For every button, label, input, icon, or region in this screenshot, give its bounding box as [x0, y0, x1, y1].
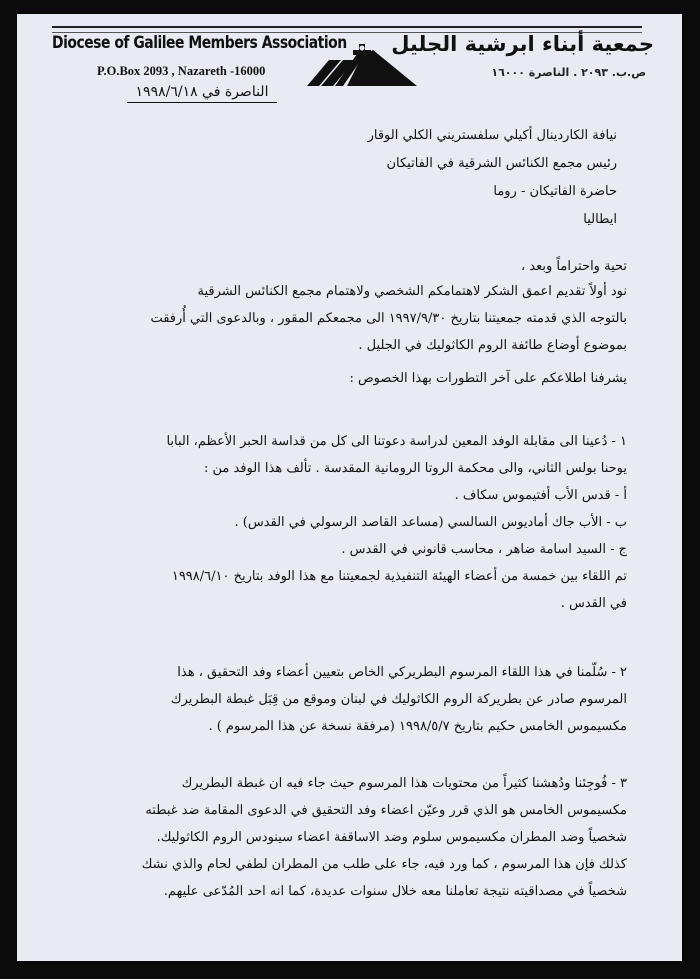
english-address: P.O.Box 2093 , Nazareth -16000 — [97, 64, 266, 78]
arabic-address: ص.ب. ٢٠٩٣ . الناصرة ١٦٠٠٠ — [491, 66, 646, 79]
meeting-line: في القدس . — [560, 596, 627, 611]
letter-date: الناصرة في ١٩٩٨/٦/١٨ — [127, 84, 277, 103]
delegation-member: ب - الأب جاك أماديوس السالسي (مساعد القاصد الرسولي في القدس) . — [234, 515, 627, 530]
section-1 — [52, 428, 627, 617]
intro-paragraph — [52, 278, 627, 359]
section-1-line: ١ - دُعينا الى مقابلة الوفد المعين لدراسة دعوتنا الى كل من قداسة الحبر الأعظم، البابا — [166, 434, 627, 449]
section-3 — [52, 770, 627, 905]
greeting: تحية واحتراماً وبعد ، — [520, 259, 627, 274]
meeting-line: تم اللقاء بين خمسة من أعضاء الهيئة التنفيذية لجمعيتنا مع هذا الوفد بتاريخ ١٩٩٨/٦/١٠ — [171, 569, 627, 584]
section-3-line: مكسيموس الخامس هو الذي قرر وعيّن اعضاء وفد التحقيق في الدعوى المقامة ضد غبطته — [145, 803, 627, 818]
section-2-line: مكسيموس الخامس حكيم بتاريخ ١٩٩٨/٥/٧ (مرفقة نسخة عن هذا المرسوم ) . — [208, 719, 627, 734]
intro-line: نود أولاً تقديم اعمق الشكر لاهتمامكم الشخصي ولاهتمام مجمع الكنائس الشرقية — [197, 284, 627, 299]
section-3-line: كذلك فإن هذا المرسوم ، كما ورد فيه، جاء على طلب من المطران لطفي لحام والذي نشك — [141, 857, 627, 872]
section-2-line: المرسوم صادر عن بطريركة الروم الكاثوليك في لبنان وموقع من قِبَل غبطة البطريرك — [170, 692, 627, 707]
letter-page — [17, 14, 682, 961]
recipient-line-1: نيافة الكاردينال أكيلي سلفستريني الكلي الوقار — [367, 128, 617, 143]
section-3-line: شخصياً وضد المطران مكسيموس سلوم وضد الاساقفة اعضاء سينودس الروم الكاثوليك. — [156, 830, 627, 845]
section-1-line: يوحنا بولس الثاني، والى محكمة الروتا الرومانية المقدسة . تألف هذا الوفد من : — [203, 461, 627, 476]
section-3-line: ٣ - فُوجِئنا ودُهشنا كثيراً من محتويات هذا المرسوم حيث جاء فيه ان غبطة البطريرك — [181, 776, 627, 791]
section-2-line: ٢ - سُلّمنا في هذا اللقاء المرسوم البطريركي الخاص بتعيين أعضاء وفد التحقيق ، هذا — [177, 665, 627, 680]
delegation-member: ج - السيد اسامة ضاهر ، محاسب قانوني في القدس . — [341, 542, 627, 557]
delegation-member: أ - قدس الأب أفتيموس سكاف . — [454, 488, 627, 503]
recipient-line-3: حاضرة الفاتيكان - روما — [493, 184, 617, 199]
english-org-name: Diocese of Galilee Members Association — [52, 33, 347, 53]
intro-line: بموضوع أوضاع طائفة الروم الكاثوليك في الجليل . — [358, 338, 627, 353]
recipient-line-2: رئيس مجمع الكنائس الشرقية في الفاتيكان — [386, 156, 617, 171]
update-line: يشرفنا اطلاعكم على آخر التطورات بهذا الخصوص : — [349, 371, 627, 386]
recipient-line-4: ايطاليا — [583, 212, 617, 227]
section-3-line: شخصياً في مصداقيته نتيجة تعاملنا معه خلال سنوات عديدة، كما انه احد المُدّعى عليهم. — [163, 884, 627, 899]
section-2 — [52, 659, 627, 740]
arabic-org-name: جمعية أبناء ابرشية الجليل — [391, 32, 654, 56]
intro-line: بالتوجه الذي قدمته جمعيتنا بتاريخ ١٩٩٧/٩/٣٠ الى مجمعكم المقور ، وبالدعوى التي أُرفقت — [150, 311, 627, 326]
